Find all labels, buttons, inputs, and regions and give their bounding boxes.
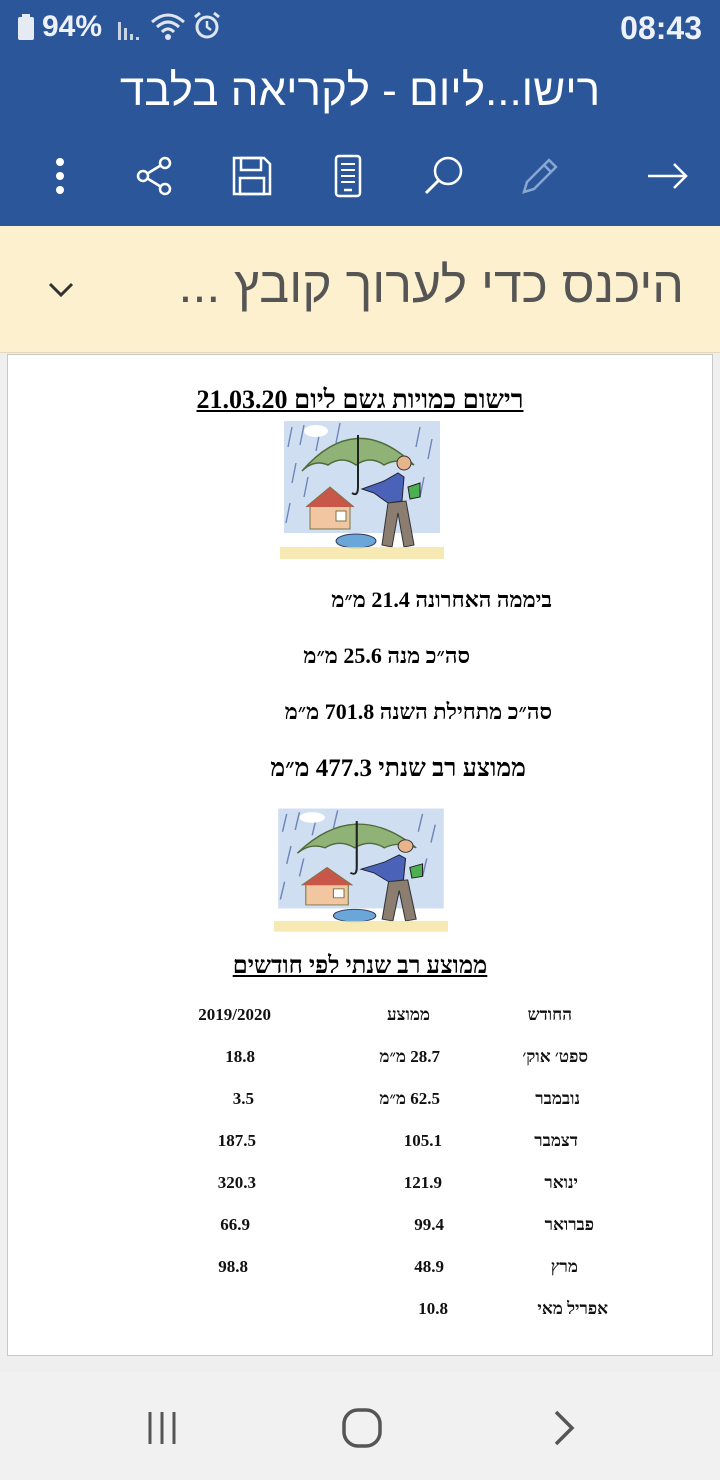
system-nav-bar [0, 1372, 720, 1480]
share-icon [133, 154, 177, 198]
share-button[interactable] [127, 148, 183, 204]
stat-multi-year-average: ממוצע רב שנתי 477.3 מ״מ [270, 755, 526, 782]
search-button[interactable] [416, 148, 472, 204]
battery-icon [18, 14, 34, 40]
monthly-table-title: ממוצע רב שנתי לפי חודשים [232, 953, 488, 979]
table-row-month: דצמבר [534, 1131, 578, 1150]
mobile-view-button[interactable] [320, 148, 376, 204]
back-button[interactable] [534, 1400, 594, 1456]
table-row-season: 66.9 [220, 1215, 250, 1234]
rain-umbrella-clipart [280, 417, 444, 565]
battery-percentage: 94% [42, 10, 103, 43]
table-row-average: 10.8 [418, 1299, 448, 1318]
save-icon [230, 154, 274, 198]
table-row-average: 48.9 [414, 1257, 444, 1276]
home-button[interactable] [332, 1400, 392, 1456]
recent-apps-icon [142, 1408, 182, 1448]
search-icon [422, 154, 466, 198]
more-options-button[interactable] [32, 148, 88, 204]
table-row-season: 98.8 [218, 1257, 248, 1276]
sign-in-banner[interactable] [0, 226, 720, 353]
document-heading: רישום כמויות גשם ליום 21.03.20 [196, 385, 524, 414]
sign-in-prompt[interactable]: היכנס כדי לערוך קובץ ... [178, 257, 684, 313]
table-row-average: 99.4 [414, 1215, 444, 1234]
stat-current-rain: סה״כ מנה 25.6 מ״מ [303, 643, 470, 668]
toolbar [0, 140, 720, 210]
table-row-average: 121.9 [403, 1173, 442, 1192]
table-row-average: 28.7 מ״מ [379, 1047, 440, 1066]
home-icon [340, 1406, 384, 1450]
rain-umbrella-clipart-2 [274, 805, 448, 937]
recent-apps-button[interactable] [132, 1400, 192, 1456]
app-header [0, 0, 720, 226]
signal-icon [116, 14, 144, 42]
document-page [7, 354, 713, 1356]
edit-icon [518, 154, 562, 198]
stat-season-total: סה״כ מתחילת השנה 701.8 מ״מ [284, 699, 552, 724]
forward-button[interactable] [640, 148, 696, 204]
table-row-month: נובמבר [535, 1089, 580, 1108]
table-row-month: מרץ [550, 1257, 578, 1276]
table-row-month: פברואר [544, 1215, 594, 1234]
table-row-month: אפריל מאי [537, 1299, 608, 1318]
table-row-season: 3.5 [232, 1089, 254, 1108]
table-row-season: 320.3 [217, 1173, 256, 1192]
document-title: רישו...ליום - לקריאה בלבד [119, 66, 601, 115]
clock: 08:43 [620, 10, 702, 46]
chevron-down-icon[interactable] [44, 272, 78, 306]
back-icon [544, 1408, 584, 1448]
table-header-month: החודש [527, 1005, 572, 1024]
table-row-season: 18.8 [225, 1047, 255, 1066]
table-row-average: 62.5 מ״מ [379, 1089, 440, 1108]
alarm-icon [192, 11, 222, 41]
table-header-average: ממוצע [386, 1005, 430, 1024]
edit-button[interactable] [512, 148, 568, 204]
table-header-season: 2019/2020 [198, 1005, 271, 1024]
forward-icon [646, 154, 690, 198]
table-row-average: 105.1 [403, 1131, 442, 1150]
table-row-month: ינואר [544, 1173, 578, 1192]
table-row-month: ספט׳ אוק׳ [522, 1047, 588, 1066]
stat-last-24h: ביממה האחרונה 21.4 מ״מ [331, 587, 552, 612]
table-row-season: 187.5 [217, 1131, 256, 1150]
save-button[interactable] [224, 148, 280, 204]
mobile-view-icon [326, 154, 370, 198]
more-icon [38, 154, 82, 198]
wifi-icon [150, 12, 186, 42]
status-bar [0, 0, 720, 56]
